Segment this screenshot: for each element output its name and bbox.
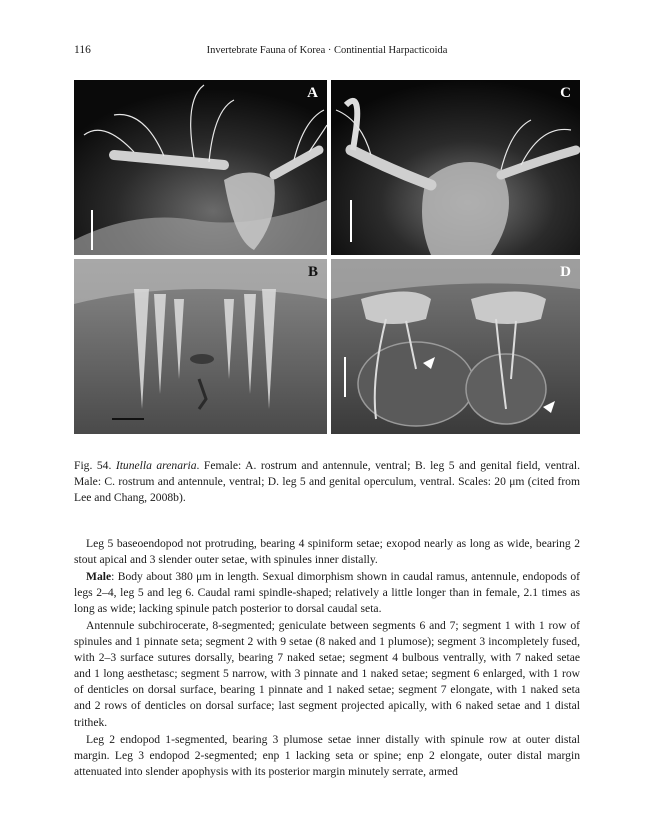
panel-c-image — [331, 80, 580, 255]
panel-b-image — [74, 259, 327, 434]
paragraph-male — [74, 569, 580, 617]
running-title: Invertebrate Fauna of Korea · Continential Harpacticoida — [206, 45, 448, 56]
caption-text: . Female: A. rostrum and antennule, ventral; B. leg 5 and genital field, ventral. Male: C. rostrum and antennule, ventral; D. leg 5 and genital operculum, ventral. Scales: 20 μm (cited from Lee and Chang, 2008b). — [74, 459, 580, 505]
panel-letter-b: B — [307, 264, 318, 280]
figure-54 — [74, 80, 580, 434]
figure-caption — [74, 458, 580, 507]
panel-b-micrograph — [74, 259, 327, 434]
paragraph-antennule: Antennule subchirocerate, 8-segmented; geniculate between segments 6 and 7; segment 1 with 1 row of spinules and 1 pinnate seta; segment 2 with 9 setae (8 naked and 1 plumose); segment 3 incompletely fused, with 2–3 surface sutures dorsally, bearing 7 naked setae; segment 4 bulbous ventrally, with 7 naked setae and 1 long aesthetasc; segment 5 narrow, with 3 pinnate and 1 naked setae; segment 6 enlarged, with 1 row of denticles on dorsal surface, bearing 1 pinnate and 1 naked setae; segment 7 elongate, with 1 naked seta and 2 rows of denticles on dorsal surface; last segment projected apically, with 6 naked setae and 1 distal trithek. — [74, 619, 580, 729]
page-header — [74, 44, 580, 60]
panel-d-micrograph — [331, 259, 580, 434]
caption-species: Itunella arenaria — [115, 459, 197, 472]
panel-c-micrograph — [331, 80, 580, 255]
body-text — [74, 536, 580, 781]
male-heading: Male — [86, 570, 112, 584]
paragraph-leg2: Leg 2 endopod 1-segmented, bearing 3 plumose setae inner distally with spinule row at outer distal margin. Leg 3 endopod 2-segmented; enp 1 lacking seta or spine; enp 2 elongate, outer distal margin attenuated into slender apophysis with its posterior margin minutely serrate, armed — [74, 732, 580, 778]
panel-a-micrograph — [74, 80, 327, 255]
male-text: : Body about 380 μm in length. Sexual dimorphism shown in caudal ramus, antennule, endopods of legs 2–4, leg 5 and leg 6. Caudal rami spindle-shaped; relatively a little longer than in female, 2.1 times as long as wide; lacking spinule patch posterior to dorsal caudal seta. — [74, 570, 580, 616]
paragraph-leg5: Leg 5 baseoendopod not protruding, bearing 4 spiniform setae; exopod nearly as long as wide, bearing 2 stout apical and 3 slender outer setae, with spinules inner distally. — [74, 537, 580, 567]
caption-prefix: Fig. 54. — [74, 459, 112, 472]
panel-d-image — [331, 259, 580, 434]
page-number: 116 — [74, 44, 91, 56]
panel-letter-c: C — [560, 85, 571, 101]
panel-letter-d: D — [560, 264, 571, 280]
panel-a-image — [74, 80, 327, 255]
panel-letter-a: A — [307, 85, 318, 101]
